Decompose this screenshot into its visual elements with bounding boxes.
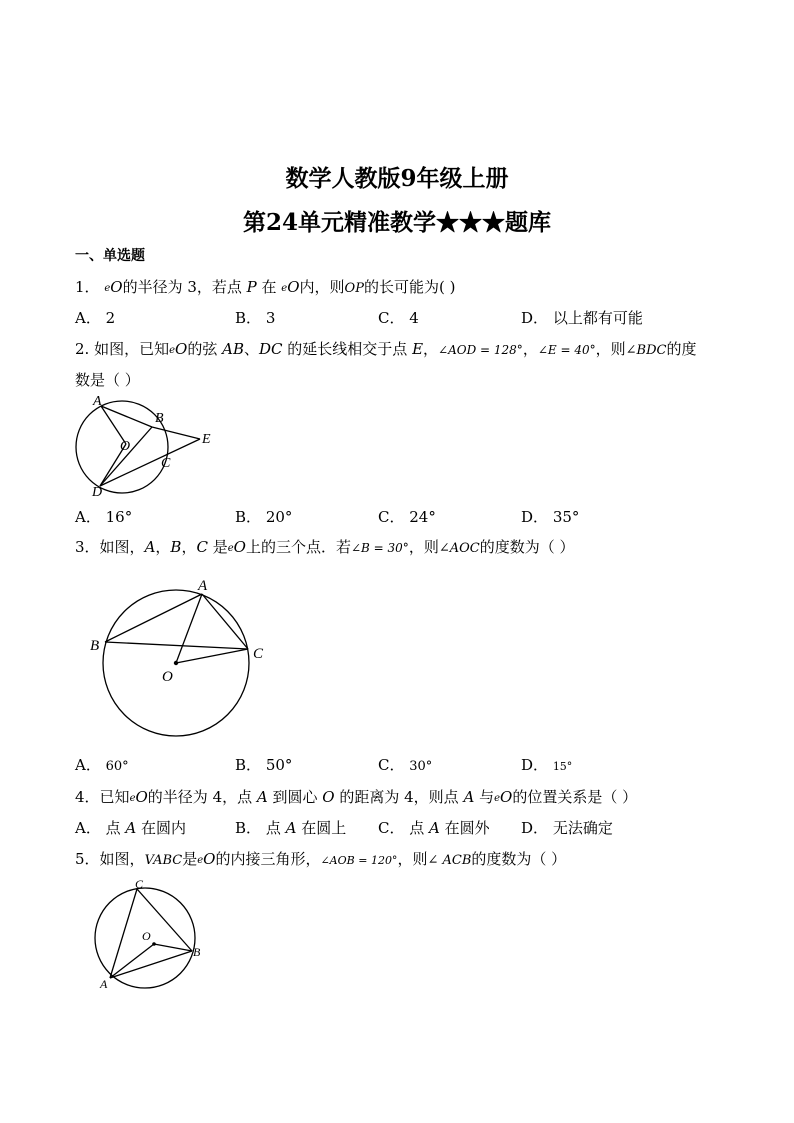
page-subtitle: 第24单元精准教学★★★题库 [242, 209, 551, 236]
point-label-a: A [93, 394, 102, 409]
point-label-a: A [100, 977, 108, 991]
section-heading: 一、单选题 [75, 248, 145, 264]
math-var: OP [344, 281, 364, 296]
option-b[interactable]: B． 20° [235, 508, 293, 526]
option-d[interactable]: D． 15° [521, 756, 573, 774]
point-label-d: D [92, 485, 103, 500]
question-2-line2: 数是（ ） [75, 371, 140, 389]
question-number: 2. [75, 340, 95, 358]
option-a[interactable]: A． 16° [75, 508, 133, 526]
point-label-c: C [253, 646, 264, 662]
point-label-b: B [155, 411, 164, 426]
question-2: 2. 如图，已知eO的弦 AB、DC 的延长线相交于点 E，∠AOD = 128°，∠E = 40°，则∠BDC的度 [75, 340, 697, 358]
question-3: 3．如图，A，B，C 是eO上的三个点．若∠B = 30°，则∠AOC的度数为（ ） [75, 538, 575, 556]
point-label-a: A [198, 578, 208, 594]
question-text: 内，则 [299, 278, 345, 296]
question-4: 4．已知eO的半径为 4，点 A 到圆心 O 的距离为 4，则点 A 与eO的位置关系是（ ） [75, 788, 638, 806]
circle-symbol: e [169, 345, 176, 356]
option-c[interactable]: C． 4 [378, 309, 419, 327]
question-1 [75, 276, 455, 297]
option-b[interactable]: B． 50° [235, 756, 293, 774]
circle-symbol: e [197, 855, 204, 866]
option-b[interactable]: B． 点 A 在圆上 [235, 819, 347, 837]
option-a[interactable]: A． 点 A 在圆内 [75, 819, 187, 837]
math-var: P [246, 278, 257, 296]
page-title: 数学人教版9年级上册 [285, 165, 509, 192]
question-text: 的长可能为( ) [363, 278, 456, 296]
circle-symbol: e [129, 793, 136, 804]
figure-q5 [90, 876, 220, 996]
point-label-c: C [161, 456, 171, 471]
question-number: 4． [75, 788, 100, 806]
point-label-o: O [162, 669, 173, 685]
figure-q2 [72, 392, 222, 500]
option-c[interactable]: C． 24° [378, 508, 436, 526]
question-number: 1． [75, 278, 100, 296]
question-5: 5．如图，VABC是eO的内接三角形，∠AOB = 120°，则∠ ACB的度数为（ ） [75, 850, 567, 868]
math-var: O [287, 278, 300, 296]
question-text: 在 [256, 278, 282, 296]
figure-q3 [85, 572, 275, 752]
math-var: O [110, 278, 123, 296]
point-label-b: B [193, 945, 201, 959]
circle-symbol: e [227, 543, 234, 554]
option-d[interactable]: D． 35° [521, 508, 580, 526]
point-label-o: O [142, 929, 151, 943]
question-text: 的半径为 3，若点 [122, 278, 247, 296]
option-c[interactable]: C． 30° [378, 756, 433, 774]
point-label-b: B [90, 638, 100, 654]
circle-symbol: e [281, 283, 288, 294]
option-d[interactable]: D． 无法确定 [521, 819, 613, 837]
point-label-c: C [135, 877, 144, 891]
point-label-e: E [202, 432, 211, 447]
circle-symbol: e [104, 283, 111, 294]
question-number: 5． [75, 850, 100, 868]
option-d[interactable]: D． 以上都有可能 [521, 309, 643, 327]
point-label-o: O [120, 439, 131, 454]
question-number: 3． [75, 538, 100, 556]
option-a[interactable]: A． 60° [75, 756, 129, 774]
circle-symbol: e [494, 793, 500, 804]
option-a[interactable]: A． 2 [75, 309, 116, 327]
option-b[interactable]: B． 3 [235, 309, 276, 327]
option-c[interactable]: C． 点 A 在圆外 [378, 819, 490, 837]
